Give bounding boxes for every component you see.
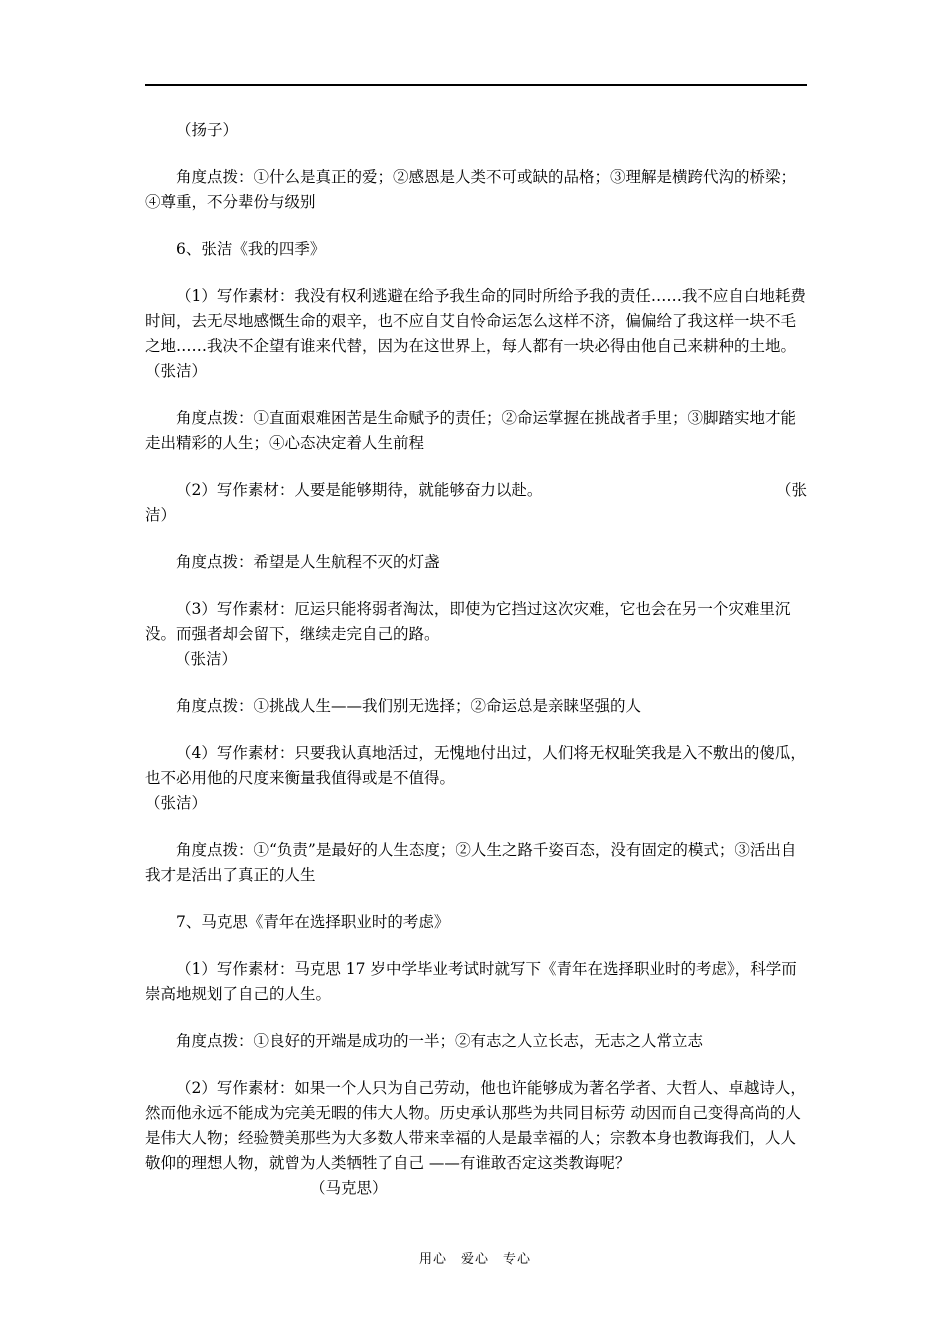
material-7-2 xyxy=(145,1076,807,1201)
angle-hint-6-3: 角度点拨：①挑战人生——我们别无选择；②命运总是亲睐坚强的人 xyxy=(176,697,642,715)
material-6-4 xyxy=(145,741,807,816)
material-7-2-cite: （马克思） xyxy=(310,1179,388,1197)
material-6-2-text: （2）写作素材：人要是能够期待，就能够奋力以赴。 xyxy=(176,481,543,499)
material-6-3 xyxy=(145,597,807,672)
material-6-2-cite-a: （张 xyxy=(775,481,807,499)
material-6-4-cite: （张洁） xyxy=(145,794,208,812)
material-6-2-cite-b: 洁） xyxy=(145,506,177,524)
material-6-1: （1）写作素材：我没有权利逃避在给予我生命的同时所给予我的责任……我不应自白地耗费时间，去无尽地感慨生命的艰辛，也不应自艾自怜命运怎么这样不济，偏偏给了我这样一块不毛之地……我决不企望有谁来代替，因为在这世界上，每人都有一块必得由他自己来耕种的土地。 （张洁） xyxy=(145,287,835,380)
material-7-1: （1）写作素材：马克思 17 岁中学毕业考试时就写下《青年在选择职业时的考虑》，科学而崇高地规划了自己的人生。 xyxy=(145,960,797,1003)
material-6-3-cite: （张洁） xyxy=(175,650,238,668)
material-6-3-text: （3）写作素材：厄运只能将弱者淘汰，即使为它挡过这次灾难，它也会在另一个灾难里沉没。而强者却会留下，继续走完自己的路。 xyxy=(145,600,791,643)
material-7-2-text: （2）写作素材：如果一个人只为自己劳动，他也许能够成为著名学者、大哲人、卓越诗人，然而他永远不能成为完美无暇的伟大人物。历史承认那些为共同目标劳 动因而自己变得高尚的人是伟大人物；经验赞美那些为大多数人带来幸福的人是最幸福的人；宗教本身也教诲我们，人人敬仰的理想人物，就曾为人类牺牲了自己 ——有谁敢否定这类教诲呢？ xyxy=(145,1079,806,1172)
section-heading-6: 6、张洁《我的四季》 xyxy=(176,240,326,258)
document-body xyxy=(145,118,835,1201)
angle-hint-6-2: 角度点拨：希望是人生航程不灭的灯盏 xyxy=(176,553,440,571)
angle-hint-6-1: 角度点拨：①直面艰难困苦是生命赋予的责任；②命运掌握在挑战者手里；③脚踏实地才能走出精彩的人生；④心态决定着人生前程 xyxy=(145,409,797,452)
page-footer: 用心 爱心 专心 xyxy=(418,1252,531,1267)
material-6-2 xyxy=(145,478,807,528)
angle-hint-7-1: 角度点拨：①良好的开端是成功的一半；②有志之人立长志，无志之人常立志 xyxy=(176,1032,704,1050)
section-heading-7: 7、马克思《青年在选择职业时的考虑》 xyxy=(176,913,450,931)
header-rule xyxy=(145,84,807,86)
material-6-4-text: （4）写作素材：只要我认真地活过，无愧地付出过，人们将无权耻笑我是入不敷出的傻瓜，也不必用他的尺度来衡量我值得或是不值得。 xyxy=(145,744,806,787)
citation-yangzi: （扬子） xyxy=(176,121,239,139)
angle-hint-6-4: 角度点拨：①“负责”是最好的人生态度；②人生之路千姿百态，没有固定的模式；③活出自我才是活出了真正的人生 xyxy=(145,841,797,884)
angle-hint-1: 角度点拨：①什么是真正的爱；②感恩是人类不可或缺的品格；③理解是横跨代沟的桥梁；④尊重，不分辈份与级别 xyxy=(145,168,797,211)
